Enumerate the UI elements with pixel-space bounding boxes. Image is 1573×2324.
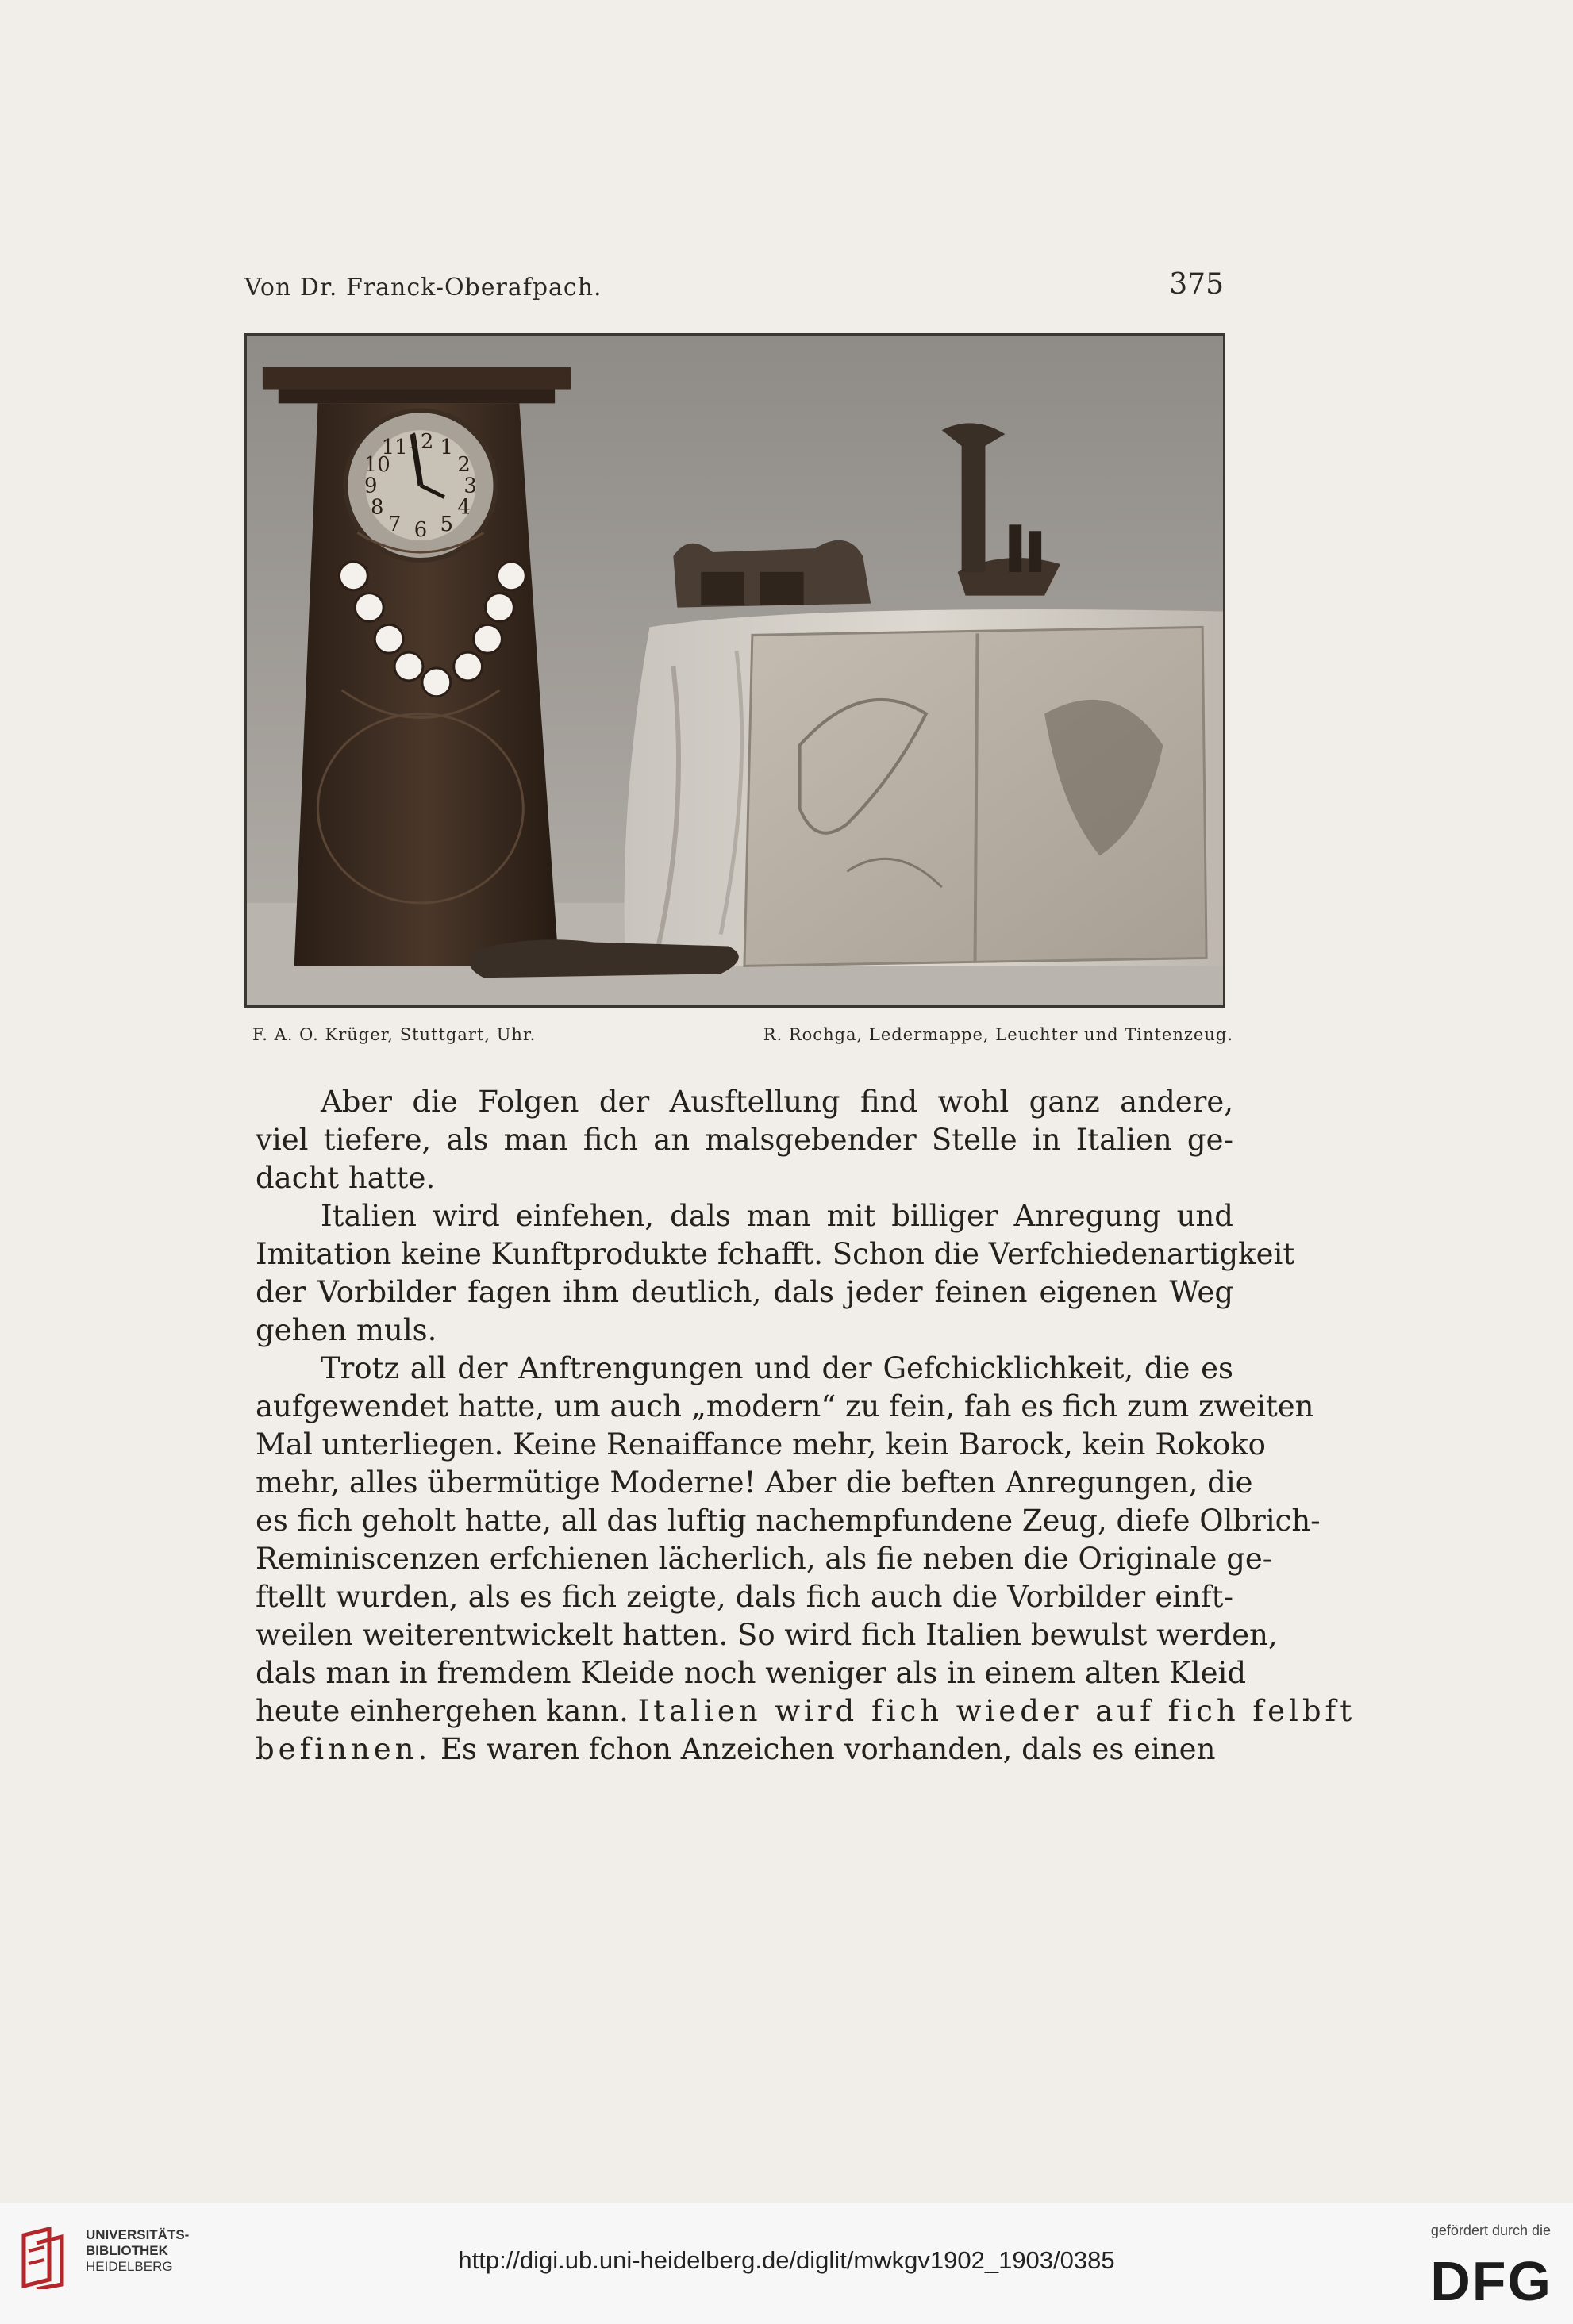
text-line: viel tiefere, als man fich an malsgebender Stelle in Italien ge- [256, 1123, 1233, 1157]
funding-note: gefördert durch die [1430, 2222, 1551, 2238]
spaced-emphasis: Italien wird fich wieder auf fich felbft [637, 1694, 1356, 1728]
text-line: Reminiscenzen erfchienen lächerlich, als fie neben die Originale ge- [256, 1542, 1273, 1576]
clock-numeral: 9 [364, 474, 378, 498]
text-line: gehen muls. [256, 1313, 437, 1347]
figure-photograph [244, 333, 1225, 1008]
text-line: mehr, alles übermütige Moderne! Aber die beften Anregungen, die [256, 1465, 1253, 1500]
clock-numeral: 6 [413, 518, 428, 543]
figure-caption-left: F. A. O. Krüger, Stuttgart, Uhr. [252, 1025, 537, 1044]
text-segment: Es waren fchon Anzeichen vorhanden, dals es einen [440, 1732, 1216, 1766]
text-line: Trotz all der Anftrengungen und der Gefchicklichkeit, die es [321, 1351, 1233, 1385]
library-name-line: HEIDELBERG [86, 2259, 173, 2274]
paragraph-2 [256, 1197, 1295, 1350]
clock-numeral: 2 [457, 452, 471, 477]
text-line-with-spaced [256, 1731, 1233, 1769]
text-line: es fich geholt hatte, all das luftig nachempfundene Zeug, diefe Olbrich- [256, 1504, 1321, 1538]
clock-numeral: 5 [440, 513, 453, 537]
leather-folder [744, 627, 1206, 966]
funder-logo: DFG [1430, 2250, 1552, 2312]
figure-caption-right: R. Rochga, Ledermappe, Leuchter und Tintenzeug. [763, 1025, 1233, 1044]
text-line: dals man in fremdem Kleide noch weniger als in einem alten Kleid [256, 1656, 1247, 1690]
body-text [256, 1083, 1356, 1769]
clock-numeral: 12 [407, 430, 434, 454]
clock-numeral: 1 [440, 435, 453, 459]
text-line: Mal unterliegen. Keine Renaiffance mehr, kein Barock, kein Rokoko [256, 1427, 1266, 1462]
clock-numeral: 10 [363, 452, 390, 477]
clock-numeral: 7 [387, 513, 402, 537]
spaced-emphasis: befinnen. [256, 1732, 432, 1766]
pen-tray [470, 939, 739, 978]
page-number: 375 [1169, 268, 1224, 301]
library-name-line: UNIVERSITÄTS- [86, 2227, 190, 2242]
clock-numeral: 4 [457, 495, 471, 520]
text-line: aufgewendet hatte, um auch „modern“ zu fein, fah es fich zum zweiten [256, 1389, 1314, 1423]
text-line: ftellt wurden, als es fich zeigte, dals fich auch die Vorbilder einft- [256, 1580, 1233, 1614]
clock-numeral: 3 [463, 474, 477, 498]
text-line-with-spaced [256, 1692, 1356, 1731]
digitization-footer [0, 2203, 1573, 2324]
text-line: Imitation keine Kunftprodukte fchafft. Schon die Verfchiedenartigkeit [256, 1237, 1295, 1271]
photograph-drawing [247, 336, 1223, 1005]
paragraph-1 [256, 1083, 1233, 1197]
text-line: der Vorbilder fagen ihm deutlich, dals jeder feinen eigenen Weg [256, 1275, 1233, 1309]
text-line: Aber die Folgen der Ausftellung find wohl ganz andere, [321, 1085, 1233, 1119]
library-name-line: BIBLIOTHEK [86, 2243, 168, 2258]
clock-numeral: 11 [381, 435, 408, 459]
text-line: weilen weiterentwickelt hatten. So wird fich Italien bewulst werden, [256, 1618, 1278, 1652]
text-line: dacht hatte. [256, 1161, 436, 1195]
text-segment: heute einhergehen kann. [256, 1694, 629, 1728]
source-url-link[interactable]: http://digi.ub.uni-heidelberg.de/diglit/mwkgv1902_1903/0385 [458, 2246, 1115, 2274]
running-head: Von Dr. Franck-Oberafpach. [244, 274, 602, 302]
paragraph-3 [256, 1350, 1356, 1769]
clock-numeral: 8 [370, 495, 384, 520]
text-line: Italien wird einfehen, dals man mit billiger Anregung und [321, 1199, 1233, 1233]
